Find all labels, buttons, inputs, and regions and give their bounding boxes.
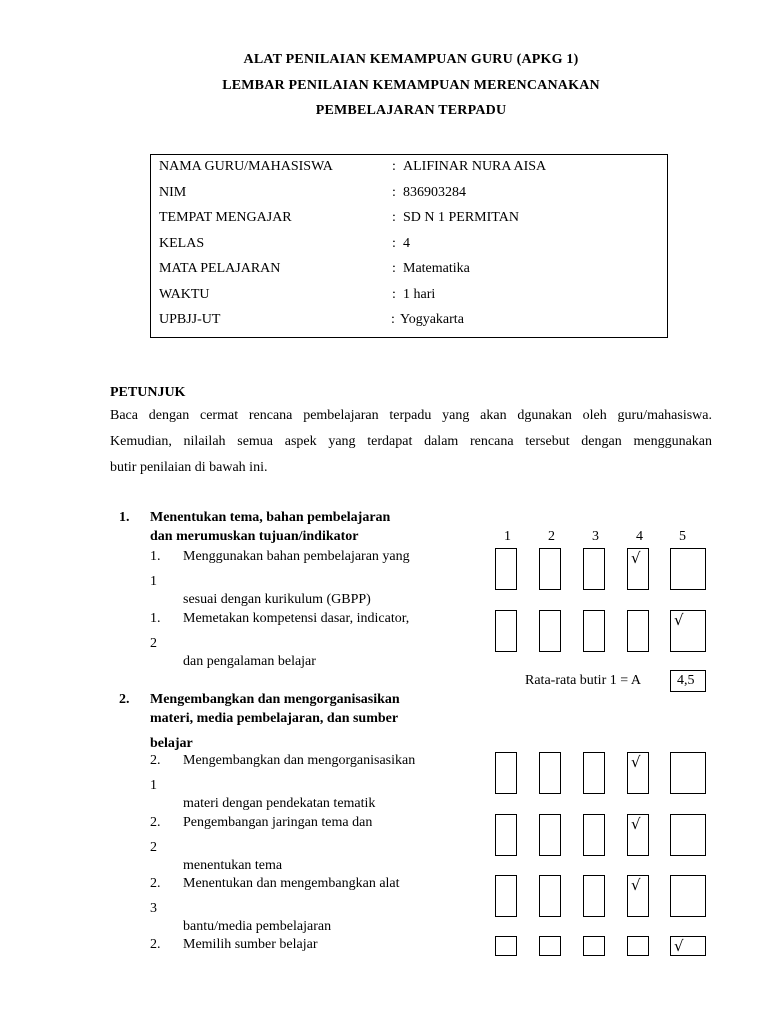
identity-separator: : [391,312,395,327]
rating-box-2[interactable] [539,548,561,590]
section-1-number: 1. [119,510,130,525]
item-number: 2. [150,876,161,891]
scale-number-4: 4 [636,529,643,544]
identity-label: UPBJJ-UT [159,312,221,327]
section-1-average-value: 4,5 [677,673,695,688]
section-2-title-line-1: Mengembangkan dan mengorganisasikan [150,692,400,707]
rating-box-1[interactable] [495,936,517,956]
rating-box-1[interactable] [495,875,517,917]
identity-value: 1 hari [403,287,436,302]
item-sub-number: 3 [150,901,157,916]
rating-box-1[interactable] [495,610,517,652]
instructions-line-2: Kemudian, nilailah semua aspek yang terdapat dalam rencana tersebut dengan menggunakan [110,434,712,449]
item-number: 2. [150,753,161,768]
rating-box-5[interactable] [670,548,706,590]
title-line-3: PEMBELAJARAN TERPADU [315,103,507,118]
item-text-line-2: menentukan tema [183,858,283,873]
identity-value: Matematika [403,261,470,276]
item-sub-number: 2 [150,636,157,651]
scale-number-3: 3 [592,529,599,544]
check-mark-icon: √ [631,549,641,567]
identity-label: KELAS [159,236,205,251]
rating-box-1[interactable] [495,752,517,794]
check-mark-icon: √ [631,753,641,771]
title-line-2: LEMBAR PENILAIAN KEMAMPUAN MERENCANAKAN [222,78,600,93]
identity-value: Yogyakarta [400,312,464,327]
item-text-line-2: sesuai dengan kurikulum (GBPP) [183,592,371,607]
identity-value: SD N 1 PERMITAN [403,210,519,225]
rating-box-5[interactable] [670,814,706,856]
identity-separator: : [392,210,396,225]
rating-box-3[interactable] [583,814,605,856]
item-text-line-2: dan pengalaman belajar [183,654,316,669]
rating-box-3[interactable] [583,610,605,652]
item-text-line-2: materi dengan pendekatan tematik [183,796,376,811]
item-text-line-1: Memetakan kompetensi dasar, indicator, [183,611,410,626]
rating-box-5[interactable] [670,752,706,794]
rating-box-2[interactable] [539,936,561,956]
item-text-line-1: Mengembangkan dan mengorganisasikan [183,753,416,768]
rating-box-4[interactable] [627,936,649,956]
scale-number-1: 1 [504,529,511,544]
identity-separator: : [392,261,396,276]
rating-box-2[interactable] [539,814,561,856]
identity-value: ALIFINAR NURA AISA [403,159,547,174]
rating-box-2[interactable] [539,752,561,794]
instructions-line-1: Baca dengan cermat rencana pembelajaran terpadu yang akan dgunakan oleh guru/mahasiswa. [110,408,712,423]
rating-box-4[interactable] [627,610,649,652]
instructions-heading: PETUNJUK [110,385,186,400]
item-number: 2. [150,937,161,952]
identity-separator: : [392,236,396,251]
rating-box-1[interactable] [495,814,517,856]
instructions-line-3: butir penilaian di bawah ini. [110,460,268,475]
section-1-title-line-1: Menentukan tema, bahan pembelajaran [150,510,391,525]
identity-label: NAMA GURU/MAHASISWA [159,159,333,174]
rating-box-3[interactable] [583,875,605,917]
identity-separator: : [392,159,396,174]
rating-box-1[interactable] [495,548,517,590]
check-mark-icon: √ [631,876,641,894]
rating-box-2[interactable] [539,875,561,917]
check-mark-icon: √ [631,815,641,833]
identity-label: WAKTU [159,287,210,302]
rating-box-3[interactable] [583,752,605,794]
check-mark-icon: √ [674,937,684,955]
identity-label: TEMPAT MENGAJAR [159,210,292,225]
rating-box-3[interactable] [583,936,605,956]
item-text-line-2: bantu/media pembelajaran [183,919,332,934]
item-number: 2. [150,815,161,830]
item-number: 1. [150,611,161,626]
rating-box-5[interactable] [670,875,706,917]
section-1-average-label: Rata-rata butir 1 = A [525,673,641,688]
section-2-title-line-2: materi, media pembelajaran, dan sumber [150,711,399,726]
item-sub-number: 1 [150,574,157,589]
item-text-line-1: Memilih sumber belajar [183,937,318,952]
section-2-title-line-3: belajar [150,736,193,751]
section-1-title-line-2: dan merumuskan tujuan/indikator [150,529,359,544]
scale-number-5: 5 [679,529,686,544]
section-2-number: 2. [119,692,130,707]
identity-label: MATA PELAJARAN [159,261,281,276]
item-text-line-1: Menentukan dan mengembangkan alat [183,876,400,891]
identity-label: NIM [159,185,187,200]
item-sub-number: 2 [150,840,157,855]
rating-box-3[interactable] [583,548,605,590]
title-line-1: ALAT PENILAIAN KEMAMPUAN GURU (APKG 1) [243,52,579,67]
check-mark-icon: √ [674,611,684,629]
identity-value: 4 [403,236,410,251]
item-text-line-1: Menggunakan bahan pembelajaran yang [183,549,410,564]
item-sub-number: 1 [150,778,157,793]
identity-value: 836903284 [403,185,466,200]
identity-separator: : [392,287,396,302]
item-text-line-1: Pengembangan jaringan tema dan [183,815,373,830]
scale-number-2: 2 [548,529,555,544]
identity-separator: : [392,185,396,200]
item-number: 1. [150,549,161,564]
rating-box-2[interactable] [539,610,561,652]
